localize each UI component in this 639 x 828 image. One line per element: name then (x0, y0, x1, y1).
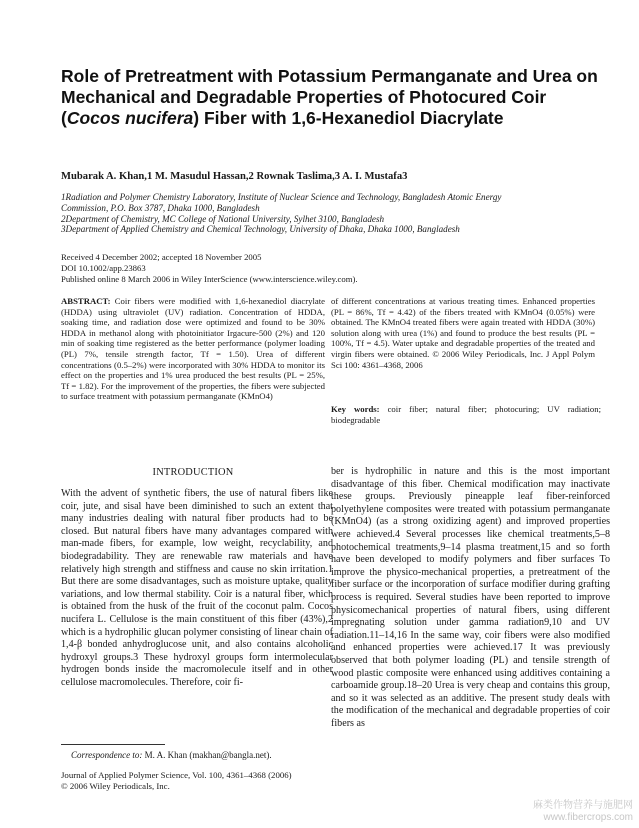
site-watermark (533, 800, 633, 824)
affiliations (61, 192, 621, 235)
correspondence-contact[interactable]: M. A. Khan (makhan@bangla.net). (144, 750, 272, 760)
abstract-text-left: Coir fibers were modified with 1,6-hexanediol diacrylate (HDDA) using ultraviolet (UV) radiation. Concentration of HDDA, soaking time, and radiation dose were optimized and found to be 30% HDDA in methanol along with photoinitiator Irgacure-500 (2%) and 120 min of soaking time registered as the better performance (polymer loading (PL) 7%, tensile strength factor, Tf = 1.50). Urea of different concentrations (0.5–2%) were incorporated with 30% HDDA to monitor its effect on the properties and 1% urea produced the best results (PL = 25%, Tf = 1.82). For the improvement of the properties, the fibers were subjected to surface treatment with potassium permanganate (KMnO4) (61, 296, 325, 402)
affiliation-3: 3Department of Applied Chemistry and Chemical Technology, University of Dhaka, Dhaka 1000, Bangladesh (61, 224, 460, 235)
journal-citation: Journal of Applied Polymer Science, Vol. 100, 4361–4368 (2006) (61, 770, 292, 780)
paper-title (61, 66, 601, 129)
section-heading-introduction: INTRODUCTION (152, 467, 234, 478)
publication-history (61, 252, 621, 285)
correspondence-note (61, 750, 325, 761)
copyright: © 2006 Wiley Periodicals, Inc. (61, 781, 170, 791)
abstract-column-left (61, 296, 325, 402)
doi[interactable]: DOI 10.1002/app.23863 (61, 263, 146, 273)
published-online: Published online 8 March 2006 in Wiley InterScience (www.interscience.wiley.com). (61, 274, 358, 284)
abstract-column-right: of different concentrations at various treating times. Enhanced properties (PL = 86%, Tf = 4.42) of the fibers treated with KMnO4 (0.05%) were obtained. The KMnO4 treated fibers were again treated with HDDA (30%) solution along with urea (1%) and found to produce the best results (PL = 100%, Tf = 4.5). Water uptake and degradable properties of the treated and virgin fibers were obtained. © 2006 Wiley Periodicals, Inc. J Appl Polym Sci 100: 4361–4368, 2006 (331, 296, 595, 370)
correspondence-label: Correspondence to: (71, 750, 143, 760)
affiliation-2: 2Department of Chemistry, MC College of National University, Sylhet 3100, Bangladesh (61, 213, 385, 224)
intro-paragraph-right: ber is hydrophilic in nature and this is the most important disadvantage of this fiber. Chemical modification may inactivate these groups. Previously pineapple leaf fiber-reinforced polyethylene composites were treated with potassium permanganate (KMnO4) (as a strong oxidizing agent) and improved properties were achieved.4 Several processes like chemical treatments,5–8 photochemical treatments,9–14 plasma treatment,15 and so forth have been developed to modify polymers and fiber surfaces To improve the physico-mechanical properties, a pretreatment of the fiber surface or the incorporation of surface modifier during grafting process is required. Several studies have been reported to improve physicomechanical properties of natural fibers, using different impregnating solution under gamma radiation9,10 and UV radiation.11–14,16 In the same way, coir fibers were also modified and enhanced properties were achieved.17 It was previously observed that both polymer loading (PL) and tensile strength of wood plastic composite were enhanced using additives containing a carboamide group.18–20 Urea is very cheap and contains this group, and so it was selected as an additive. The present study deals with the modification of the mechanical and degradable properties of coir fibers as (331, 466, 610, 729)
keywords-text: coir fiber; natural fiber; photocuring; UV radiation; biodegradable (331, 404, 601, 425)
title-text-part2: ) Fiber with 1,6-Hexanediol Diacrylate (193, 108, 504, 128)
title-text-part1: Role of Pretreatment with Potassium Permanganate and Urea on Mechanical and Degradable Properties of Photocured Coir ( (61, 66, 598, 128)
abstract-label: ABSTRACT: (61, 296, 111, 306)
keywords (331, 404, 601, 425)
received-dates: Received 4 December 2002; accepted 18 November 2005 (61, 252, 262, 262)
journal-info (61, 770, 331, 792)
intro-column-right (331, 466, 610, 730)
watermark-site-name: 麻类作物营养与施肥网 (533, 800, 633, 811)
footnote-divider (61, 744, 165, 745)
watermark-url: www.fibercrops.com (543, 812, 633, 823)
intro-column-left (61, 488, 333, 690)
intro-paragraph-left: With the advent of synthetic fibers, the use of natural fibers like coir, jute, and sisal have been diminished to such an extent that many industries dealing with natural fiber products had to be closed. But natural fibers have many advantages compared with man-made fibers, for example, low weight, recyclability, and biodegradability. They are renewable raw materials and have relatively high strength and stiffness and cause no skin irritation.1 But there are some disadvantages, such as moisture uptake, quality variations, and low thermal stability. Coir is a natural fiber, which is obtained from the husk of the fruit of the coconut palm. Cocos nucifera L. Cellulose is the main constituent of this fiber (43%),2 which is a hydrophilic glucan polymer consisting of linear chain of 1,4-β bonded anhydroglucose unit, and also contains alcoholic hydroxyl groups.3 These hydroxyl groups form intermolecular hydrogen bonds inside the macromolecule itself and in other cellulose macromolecules. Therefore, coir fi- (61, 488, 333, 688)
title-text-italic: Cocos nucifera (66, 108, 194, 128)
affiliation-1-cont: Commission, P.O. Box 3787, Dhaka 1000, Bangladesh (61, 202, 260, 213)
affiliation-1: 1Radiation and Polymer Chemistry Laboratory, Institute of Nuclear Science and Technology, Bangladesh Atomic Energy (61, 192, 502, 202)
author-list: Mubarak A. Khan,1 M. Masudul Hassan,2 Rownak Taslima,3 A. I. Mustafa3 (61, 171, 408, 182)
keywords-label: Key words: (331, 404, 380, 414)
